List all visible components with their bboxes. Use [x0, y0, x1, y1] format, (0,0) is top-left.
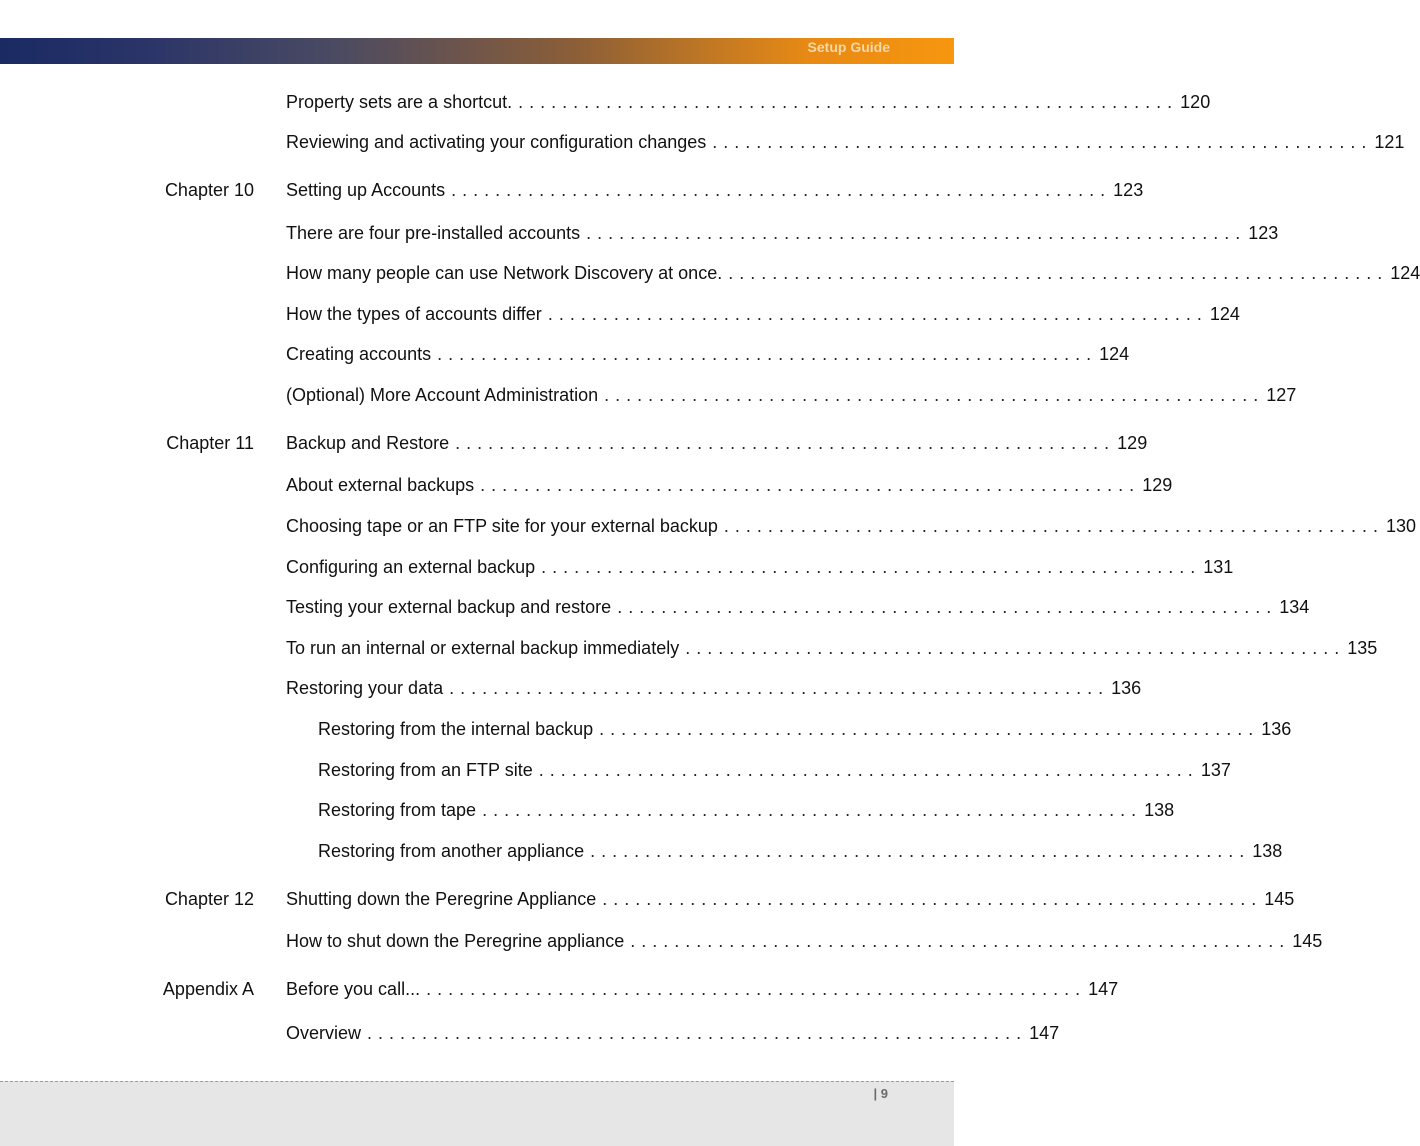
toc-entry-title: To run an internal or external backup immediately	[286, 638, 680, 658]
toc-entry-title: Choosing tape or an FTP site for your external backup	[286, 516, 718, 536]
toc-entry-link[interactable]	[286, 342, 1130, 366]
dot-leader: ............................................................	[590, 841, 1251, 861]
dot-leader: ............................................................	[367, 1023, 1028, 1043]
toc-entry-link[interactable]	[286, 514, 1417, 538]
dot-leader: ............................................................	[599, 719, 1260, 739]
toc-entry-title: Creating accounts	[286, 344, 432, 364]
toc-page-number: 120	[1180, 92, 1211, 112]
toc-page-number: 134	[1279, 597, 1310, 617]
dot-leader: ............................................................	[437, 344, 1098, 364]
toc-entry-link[interactable]	[286, 929, 1323, 953]
toc-row	[0, 342, 1130, 366]
toc-entry-link[interactable]	[286, 977, 1119, 1001]
toc-page-number: 130	[1385, 516, 1417, 536]
toc-entry-title: Restoring from the internal backup	[318, 719, 594, 739]
toc-page-number: 123	[1248, 223, 1279, 243]
dot-leader: ............................................................	[541, 557, 1202, 577]
toc-row	[0, 383, 1297, 407]
toc-entry-link[interactable]	[318, 839, 1283, 863]
toc-entry-title: Restoring from an FTP site	[318, 760, 533, 780]
toc-row	[0, 431, 1148, 455]
toc-page-number: 138	[1144, 800, 1175, 820]
dot-leader: ............................................................	[586, 223, 1247, 243]
dot-leader: ............................................................	[518, 92, 1179, 112]
toc-entry-title: Backup and Restore	[286, 433, 450, 453]
toc-entry-title: Restoring your data	[286, 678, 444, 698]
toc-page-number: 123	[1113, 180, 1144, 200]
toc-row	[0, 636, 1378, 660]
toc-entry-title: Configuring an external backup	[286, 557, 536, 577]
toc-entry-title: How the types of accounts differ	[286, 304, 542, 324]
toc-entry-title: Restoring from another appliance	[318, 841, 585, 861]
toc-entry-title: Overview	[286, 1023, 362, 1043]
toc-page-number: 136	[1261, 719, 1292, 739]
toc-entry-link[interactable]	[318, 717, 1292, 741]
toc-entry-link[interactable]	[286, 431, 1148, 455]
toc-entry-link[interactable]	[286, 555, 1234, 579]
toc-page-number: 147	[1088, 979, 1119, 999]
dot-leader: ............................................................	[426, 979, 1087, 999]
toc-row	[0, 977, 1119, 1001]
toc-entry-title: How many people can use Network Discovery at once.	[286, 263, 723, 283]
toc-page-number: 137	[1200, 760, 1231, 780]
dot-leader: ............................................................	[480, 475, 1141, 495]
toc-chapter-label: Chapter 10	[164, 180, 254, 200]
toc-page-number: 145	[1264, 889, 1295, 909]
toc-entry-title: About external backups	[286, 475, 475, 495]
toc-row	[0, 514, 1417, 538]
toc-page-number: 135	[1347, 638, 1378, 658]
dot-leader: ............................................................	[455, 433, 1116, 453]
toc-row	[0, 839, 1283, 863]
toc-entry-link[interactable]	[286, 178, 1144, 202]
toc-entry-title: Setting up Accounts	[286, 180, 446, 200]
toc-entry-title: Shutting down the Peregrine Appliance	[286, 889, 597, 909]
toc-entry-title: (Optional) More Account Administration	[286, 385, 599, 405]
toc-row	[0, 178, 1144, 202]
document-title: Setup Guide	[807, 39, 890, 55]
toc-page-number: 129	[1117, 433, 1148, 453]
toc-entry-link[interactable]	[286, 130, 1405, 154]
toc-entry-link[interactable]	[286, 473, 1173, 497]
toc-page-number: 138	[1252, 841, 1283, 861]
toc-entry-link[interactable]	[286, 302, 1240, 326]
toc-page-number: 127	[1266, 385, 1297, 405]
dot-leader: ............................................................	[451, 180, 1112, 200]
toc-page-number: 145	[1292, 931, 1323, 951]
toc-page-number: 124	[1099, 344, 1130, 364]
toc-entry-link[interactable]	[286, 887, 1295, 911]
toc-page-number: 131	[1203, 557, 1234, 577]
toc-entry-link[interactable]	[286, 676, 1142, 700]
toc-row	[0, 717, 1292, 741]
toc-entry-link[interactable]	[286, 595, 1310, 619]
toc-entry-title: Reviewing and activating your configuration changes	[286, 132, 707, 152]
toc-page-number: 124	[1390, 263, 1420, 283]
toc-row	[0, 302, 1240, 326]
toc-entry-title: Property sets are a shortcut.	[286, 92, 513, 112]
toc-entry-title: Restoring from tape	[318, 800, 477, 820]
dot-leader: ............................................................	[712, 132, 1373, 152]
toc-row	[0, 473, 1173, 497]
toc-row	[0, 1021, 1060, 1045]
toc-row	[0, 676, 1142, 700]
page-number: | 9	[873, 1086, 888, 1101]
toc-row	[0, 90, 1211, 114]
toc-chapter-label: Chapter 11	[166, 433, 254, 453]
dot-leader: ............................................................	[604, 385, 1265, 405]
toc-entry-link[interactable]	[286, 383, 1297, 407]
toc-entry-link[interactable]	[286, 261, 1420, 285]
toc-page-number: 124	[1209, 304, 1240, 324]
dot-leader: ............................................................	[602, 889, 1263, 909]
toc-entry-link[interactable]	[286, 90, 1211, 114]
toc-entry-title: How to shut down the Peregrine appliance	[286, 931, 625, 951]
page-footer	[0, 1081, 954, 1146]
dot-leader: ............................................................	[630, 931, 1291, 951]
dot-leader: ............................................................	[482, 800, 1143, 820]
toc-row	[0, 261, 1420, 285]
dot-leader: ............................................................	[617, 597, 1278, 617]
toc-page-number: 121	[1374, 132, 1405, 152]
toc-row	[0, 758, 1231, 782]
dot-leader: ............................................................	[685, 638, 1346, 658]
toc-page-number: 147	[1029, 1023, 1060, 1043]
toc-entry-title: There are four pre-installed accounts	[286, 223, 581, 243]
toc-entry-title: Before you call...	[286, 979, 421, 999]
header-gradient-bar	[0, 38, 954, 64]
toc-row	[0, 798, 1175, 822]
toc-entry-link[interactable]	[286, 1021, 1060, 1045]
dot-leader: ............................................................	[728, 263, 1389, 283]
toc-row	[0, 929, 1323, 953]
toc-entry-link[interactable]	[286, 221, 1279, 245]
toc-row	[0, 130, 1405, 154]
toc-page-number: 136	[1111, 678, 1142, 698]
toc-chapter-label: Appendix A	[162, 979, 254, 999]
dot-leader: ............................................................	[723, 516, 1384, 536]
toc-entry-title: Testing your external backup and restore	[286, 597, 612, 617]
toc-page-number: 129	[1142, 475, 1173, 495]
toc-chapter-label: Chapter 12	[164, 889, 254, 909]
dot-leader: ............................................................	[449, 678, 1110, 698]
toc-entry-link[interactable]	[286, 636, 1378, 660]
dot-leader: ............................................................	[547, 304, 1208, 324]
toc-row	[0, 595, 1310, 619]
toc-row	[0, 887, 1295, 911]
dot-leader: ............................................................	[538, 760, 1199, 780]
toc-entry-link[interactable]	[318, 798, 1175, 822]
toc-row	[0, 555, 1234, 579]
toc-entry-link[interactable]	[318, 758, 1231, 782]
toc-row	[0, 221, 1279, 245]
